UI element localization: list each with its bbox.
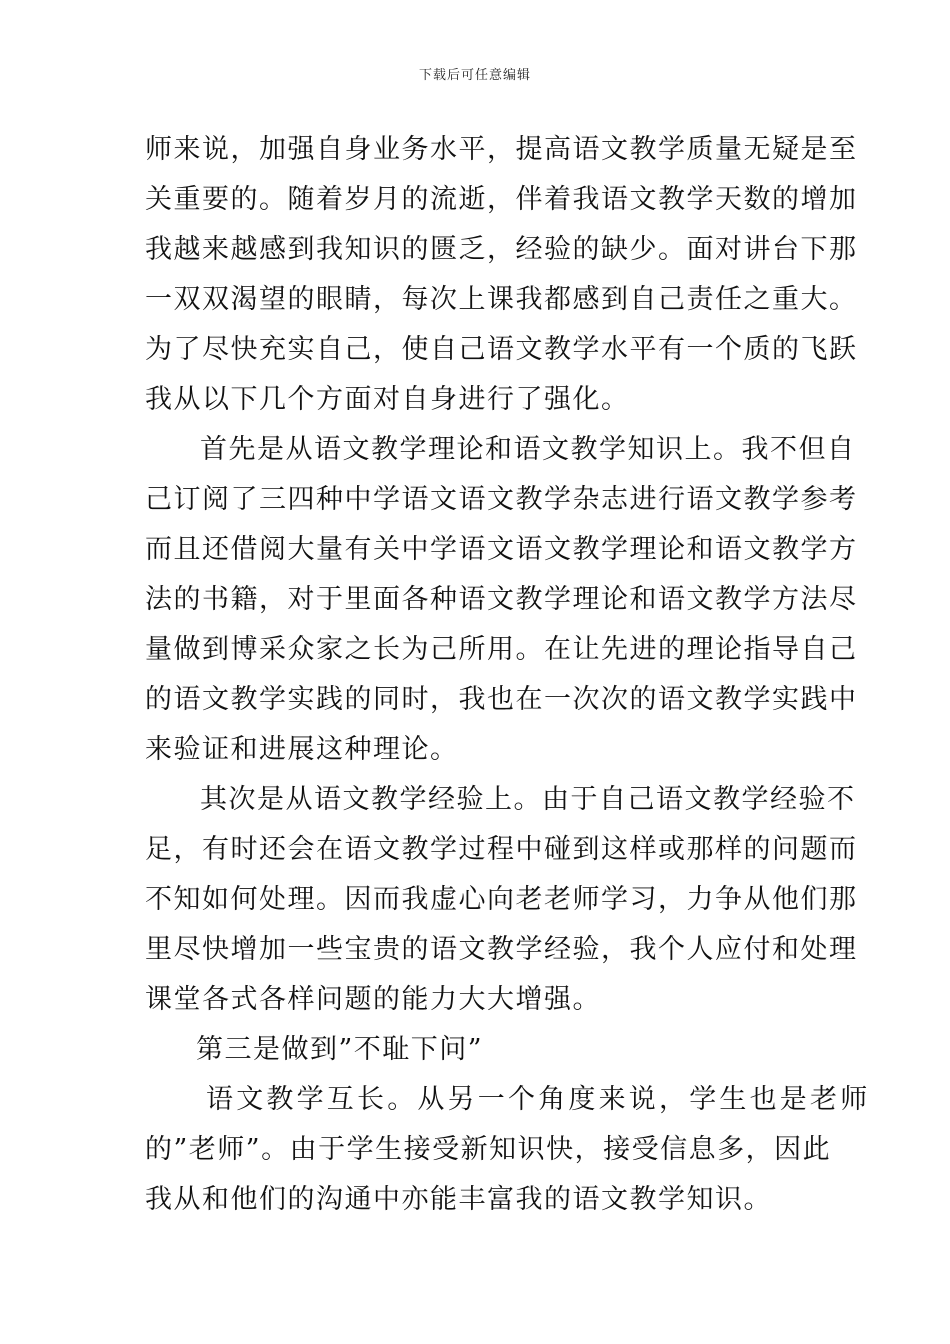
paragraph-first-line: 其次是从语文教学经验上。由于自己语文教学经验不 (200, 784, 856, 815)
body-line: 我从以下几个方面对自身进行了强化。 (145, 384, 630, 415)
paragraph-first-line: 第三是做到”不耻下问” (196, 1034, 484, 1065)
body-line: 足，有时还会在语文教学过程中碰到这样或那样的问题而 (145, 834, 858, 865)
paragraph-first-line: 首先是从语文教学理论和语文教学知识上。我不但自 (200, 434, 856, 465)
body-line: 为了尽快充实自己，使自己语文教学水平有一个质的飞跃 (145, 334, 858, 365)
paragraph-first-line: 语文教学互长。从另一个角度来说，学生也是老师 (206, 1084, 871, 1115)
body-line: 师来说，加强自身业务水平，提高语文教学质量无疑是至 (145, 134, 858, 165)
body-line: 我从和他们的沟通中亦能丰富我的语文教学知识。 (145, 1184, 772, 1215)
page-header: 下载后可任意编辑 (418, 68, 531, 83)
body-line: 里尽快增加一些宝贵的语文教学经验，我个人应付和处理 (145, 934, 858, 965)
body-line: 而且还借阅大量有关中学语文语文教学理论和语文教学方 (145, 534, 858, 565)
body-line: 不知如何处理。因而我虚心向老老师学习，力争从他们那 (145, 884, 858, 915)
body-line: 我越来越感到我知识的匮乏，经验的缺少。面对讲台下那 (145, 234, 858, 265)
body-line: 来验证和进展这种理论。 (145, 734, 459, 765)
body-line: 的”老师”。由于学生接受新知识快，接受信息多，因此 (145, 1134, 832, 1165)
body-line: 己订阅了三四种中学语文语文教学杂志进行语文教学参考 (145, 484, 858, 515)
body-line: 关重要的。随着岁月的流逝，伴着我语文教学天数的增加 (145, 184, 858, 215)
body-line: 一双双渴望的眼睛，每次上课我都感到自己责任之重大。 (145, 284, 858, 315)
body-line: 法的书籍，对于里面各种语文教学理论和语文教学方法尽 (145, 584, 858, 615)
body-line: 的语文教学实践的同时，我也在一次次的语文教学实践中 (145, 684, 858, 715)
body-line: 量做到博采众家之长为己所用。在让先进的理论指导自己 (145, 634, 858, 665)
body-line: 课堂各式各样问题的能力大大增强。 (145, 984, 601, 1015)
